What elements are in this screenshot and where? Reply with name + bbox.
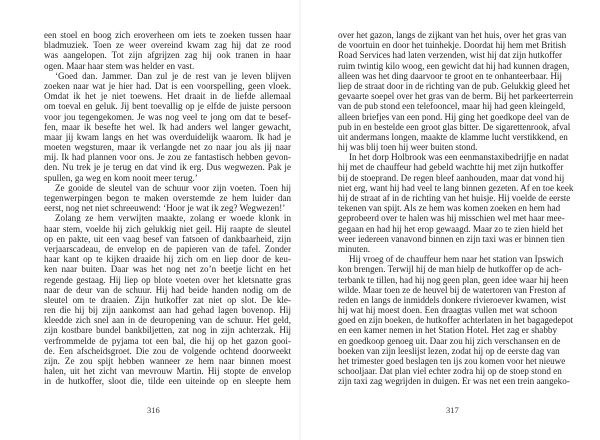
text-line: tegenwerpingen begon te maken overstemde ze hem luider dan xyxy=(44,193,291,203)
text-line: ren die hij bij zijn aankomst aan had gehad lagen bovenop. Hij xyxy=(44,305,291,316)
text-line: den. Nu trek je je terug en dat vind ik erg. Dus wegwezen. Pak je xyxy=(44,162,291,173)
text-line: op en pakte, uit een vaag besef van fatsoen of dankbaarheid, zijn xyxy=(44,233,291,244)
text-line: verjaarscadeau, de envelop en de papieren van de tafel. Zonder xyxy=(44,243,291,254)
text-line: pub in en bestelde een groot glas bitter. De sigarettenrook, afval xyxy=(338,121,571,132)
text-line: ken naar buiten. Daar was het nog net zo’n beetje licht en het xyxy=(44,264,291,275)
text-line: geprobeerd over te halen was hij misschien wel met haar mee- xyxy=(338,213,565,224)
left-page-text xyxy=(44,30,291,387)
text-line: haar kant op te kijken draaide hij zich om en liep door de keu- xyxy=(44,254,291,265)
page-number-left: 316 xyxy=(147,405,160,415)
text-line: hij de straat af in de richting van het huisje. Hij voelde de eerste xyxy=(338,193,571,203)
right-page-text xyxy=(338,30,574,387)
text-line: mij. Ik had plannen voor ons. Je zou ze fantastisch hebben gevon- xyxy=(44,152,291,163)
text-line: in de hutkoffer, sloot die, tilde een uiteinde op en sleepte hem xyxy=(44,376,291,387)
text-line: en een kamer nemen in het Station Hotel. Het zag er shabby xyxy=(338,325,557,336)
text-line: fen, maar ik besefte het wel. Ik had anders wel langer gewacht, xyxy=(44,121,291,132)
text-line: om toeval en geluk. Jij bent toevallig op je elfde de juiste persoon xyxy=(44,101,291,112)
text-line: eerst, nog net niet schreeuwend: ‘Hoor je wat ik zeg? Wegwezen!’ xyxy=(44,203,286,214)
text-line: tekenen van spijt. Als ze hem was komen zoeken en hem had xyxy=(338,203,561,214)
text-line: alleen was het ding daarvoor te groot en te onhanteerbaar. Hij xyxy=(338,70,562,81)
text-line: ruim twintig kilo woog, een gewicht dat hij had kunnen dragen, xyxy=(338,60,570,71)
text-line: de. Een afscheidsgroet. Die zou de volgende ochtend doorweekt xyxy=(44,345,291,356)
text-line: het trimester goed beslagen ten ijs zou komen voor het nieuwe xyxy=(338,356,566,366)
text-line: goed en zijn boeken, de hutkoffer achterlaten in het bagagedepot xyxy=(338,315,574,326)
text-line: spullen, ga weg en kom nooit meer terug.’ xyxy=(44,172,198,183)
text-line: sleutel om te draaien. Zijn hutkoffer zat niet op slot. De kle- xyxy=(44,294,291,305)
text-line: minuten. xyxy=(338,243,371,254)
text-line: Ze gooide de sleutel van de schuur voor zijn voeten. Toen hij xyxy=(55,182,291,193)
text-line: Road Services had laten verzenden, wist hij dat zijn hutkoffer xyxy=(338,50,563,61)
text-line: van de pub stond een telefooncel, maar hij had geen kleingeld, xyxy=(338,101,566,112)
text-line: kleedde zich snel aan in de deuropening van de schuur. Het geld, xyxy=(44,315,291,326)
text-line: liep de straat door in de richting van de pub. Gelukkig gleed het xyxy=(338,80,571,91)
text-line: weer iedereen vanavond binnen en zijn taxi was er binnen tien xyxy=(338,233,565,244)
book-gutter xyxy=(299,0,301,440)
text-line: een stoel en boog zich eroverheen om iets te zoeken tussen haar xyxy=(44,30,291,40)
text-line: halen, uit het zicht van mevrouw Martin. Hij stopte de envelop xyxy=(44,366,291,377)
text-line: de voortuin en door het tuinhekje. Doordat hij hem met British xyxy=(338,40,567,51)
page-number-right: 317 xyxy=(446,405,459,415)
text-line: gegaan en had hij het erop gewaagd. Maar zo te zien hield het xyxy=(338,223,563,234)
text-line: zijn. Ze zou spijt hebben wanneer ze hem naar binnen moest xyxy=(44,356,291,366)
text-line: haar stem, voelde hij zich gelukkig niet geil. Hij raapte de sleutel xyxy=(44,223,291,234)
text-line: schooljaar. Dat plan viel echter zodra hij op de stoep stond en xyxy=(338,366,562,377)
text-line: bladmuziek. Toen ze weer overeind kwam zag hij dat ze rood xyxy=(44,40,291,51)
text-line: hij was blij toen hij weer buiten stond. xyxy=(338,142,478,153)
text-line: kon brengen. Terwijl hij de man hielp de hutkoffer op de ach- xyxy=(338,264,562,275)
text-line: moeten wegsturen, maar ik verlangde net zo naar jou als jij naar xyxy=(44,142,291,153)
text-line: Zolang ze hem verwijten maakte, zolang er woede klonk in xyxy=(55,213,291,224)
text-line: was aangelopen. Tot zijn afgrijzen zag hij ook tranen in haar xyxy=(44,50,291,61)
text-line: wilde. Maar toen ze de heuvel bij de watertoren van Freston af xyxy=(338,284,566,295)
text-line: alleen briefjes van een pond. Hij ging het goedkope deel van de xyxy=(338,111,570,122)
text-line: terbank te tillen, had hij nog geen plan, geen idee waar hij heen xyxy=(338,274,569,285)
text-line: hij met de chauffeur had gebeld wachtte hij met zijn hutkoffer xyxy=(338,162,564,173)
text-line: verfrommelde de pyjama tot een bal, die hij op het gazon gooi- xyxy=(44,335,291,346)
text-line: Hij vroeg of de chauffeur hem naar het station van Ipswich xyxy=(349,254,564,265)
text-line: Omdat ik het je niet toewens. Het draait in de liefde allemaal xyxy=(44,91,291,102)
text-line: maar jij kwam langs en het was overduidelijk waarom. Ik had je xyxy=(44,131,291,142)
text-line: voor jou tegengekomen. Je was nog veel te jong om dat te besef- xyxy=(44,111,291,122)
text-line: ‘Goed dan. Jammer. Dan zul je de rest van je leven blijven xyxy=(55,70,291,81)
text-line: over het gazon, langs de zijkant van het huis, over het gras van xyxy=(338,30,567,40)
text-line: uit andermans longen, maakte de klamme lucht verstikkend, en xyxy=(338,131,568,142)
text-line: reden en langs de inmiddels donkere rivieroever kwamen, wist xyxy=(338,294,567,305)
text-line: gevaarte soepel over het gras van de berm. Bij het parkeerterrein xyxy=(338,91,574,102)
text-line: en goedkoop genoeg uit. Daar zou hij zich verschansen en de xyxy=(338,335,561,346)
text-line: niet erg, want hij had veel te lang binnen gezeten. Af en toe keek xyxy=(338,182,574,193)
text-line: hij wat hij moest doen. Een draagtas vullen met wat schoon xyxy=(338,305,557,316)
text-line: bij de stoeprand. De regen bleef aanhouden, maar dat vond hij xyxy=(338,172,565,183)
text-line: zoeken naar wat je hier had. Dat is een voorspelling, geen vloek. xyxy=(44,80,291,91)
text-line: regende gestaag. Hij liep op blote voeten over het kletsnatte gras xyxy=(44,274,291,285)
text-line: In het dorp Holbrook was een eenmanstaxibedrijfje en nadat xyxy=(349,152,569,163)
text-line: naar de deur van de schuur. Hij had beide handen nodig om de xyxy=(44,284,291,295)
text-line: zijn taxi zag wegrijden in duigen. Er was net een trein aangeko- xyxy=(338,376,570,387)
text-line: boeken van zijn leeslijst lezen, zodat hij op de eerste dag van xyxy=(338,345,560,356)
text-line: ogen. Maar haar stem was helder en vast. xyxy=(44,60,195,71)
text-line: zijn kostbare bundel bankbiljetten, zat nog in zijn achterzak. Hij xyxy=(44,325,291,336)
